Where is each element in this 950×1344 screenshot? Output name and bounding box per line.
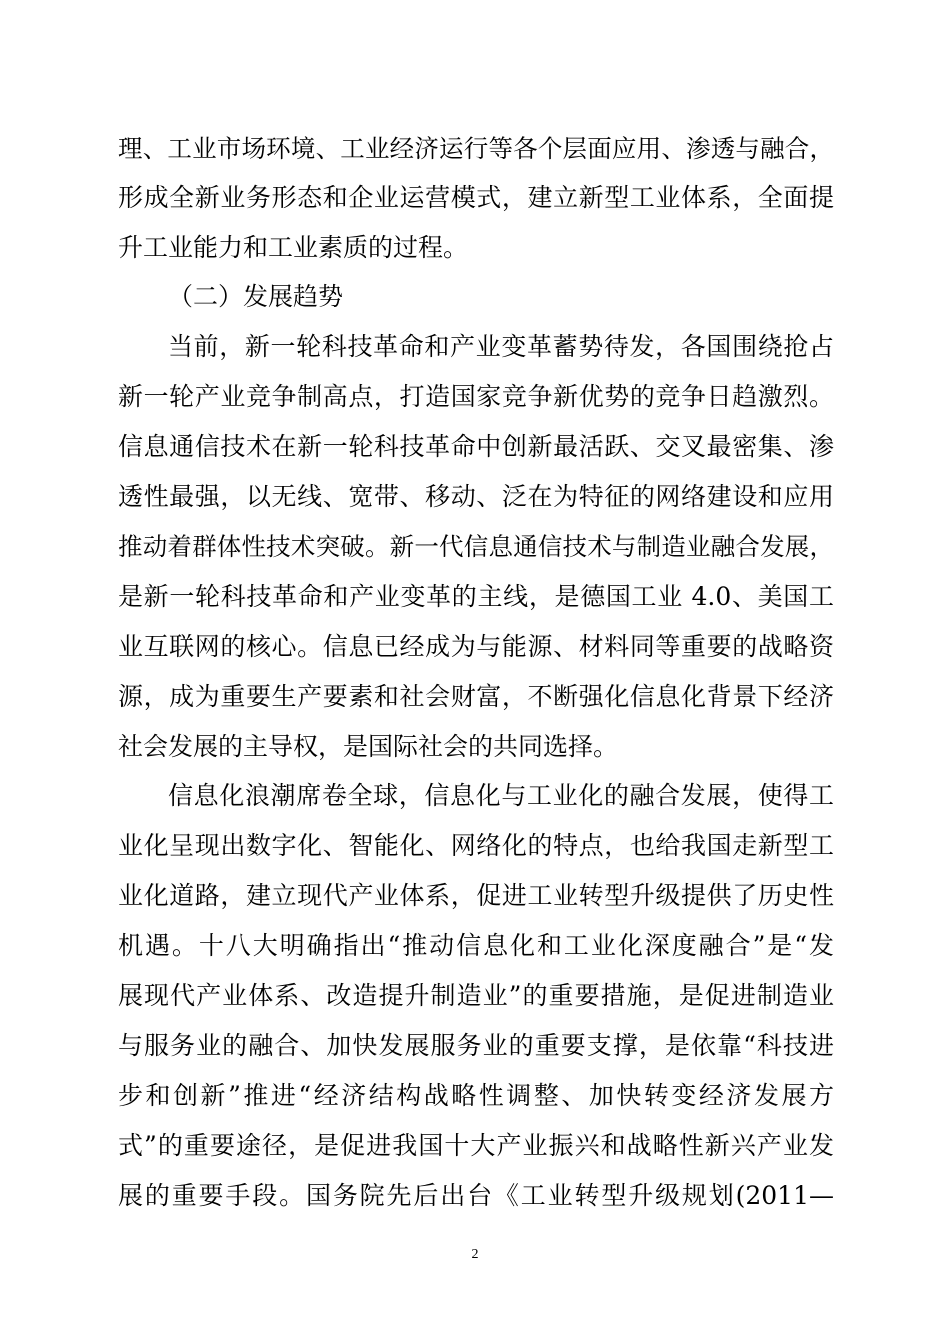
paragraph-line: 步和创新”推进“经济结构战略性调整、加快转变经济发展方	[118, 1081, 834, 1110]
paragraph-line: 展现代产业体系、改造提升制造业”的重要措施，是促进制造业	[118, 981, 834, 1010]
paragraph-line: 式”的重要途径，是促进我国十大产业振兴和战略性新兴产业发	[118, 1131, 834, 1160]
paragraph-line: 升工业能力和工业素质的过程。	[118, 233, 469, 262]
paragraph-line: 机遇。十八大明确指出“推动信息化和工业化深度融合”是“发	[118, 931, 834, 960]
paragraph-line: 推动着群体性技术突破。新一代信息通信技术与制造业融合发展，	[118, 532, 834, 561]
paragraph-line: 业化呈现出数字化、智能化、网络化的特点，也给我国走新型工	[118, 831, 834, 860]
page-number: 2	[471, 1247, 479, 1262]
paragraph-line: 新一轮产业竞争制高点，打造国家竞争新优势的竞争日趋激烈。	[118, 382, 834, 411]
paragraph-line: 信息通信技术在新一轮科技革命中创新最活跃、交叉最密集、渗	[118, 432, 834, 461]
paragraph-line: 理、工业市场环境、工业经济运行等各个层面应用、渗透与融合，	[118, 134, 834, 163]
paragraph-line: 与服务业的融合、加快发展服务业的重要支撑，是依靠“科技进	[118, 1031, 834, 1060]
paragraph-line: 社会发展的主导权，是国际社会的共同选择。	[118, 732, 619, 761]
paragraph-line: 形成全新业务形态和企业运营模式，建立新型工业体系，全面提	[118, 183, 834, 212]
paragraph-line: 信息化浪潮席卷全球，信息化与工业化的融合发展，使得工	[168, 781, 834, 810]
paragraph-line: 源，成为重要生产要素和社会财富，不断强化信息化背景下经济	[118, 682, 834, 711]
paragraph-line: 透性最强，以无线、宽带、移动、泛在为特征的网络建设和应用	[118, 482, 834, 511]
paragraph-line: 是新一轮科技革命和产业变革的主线，是德国工业 4.0、美国工	[118, 582, 834, 611]
section-heading: （二）发展趋势	[168, 282, 344, 311]
paragraph-line: 业化道路，建立现代产业体系，促进工业转型升级提供了历史性	[118, 881, 834, 910]
paragraph-line: 当前，新一轮科技革命和产业变革蓄势待发，各国围绕抢占	[168, 332, 834, 361]
paragraph-line: 展的重要手段。国务院先后出台《工业转型升级规划(2011—	[118, 1181, 834, 1210]
paragraph-line: 业互联网的核心。信息已经成为与能源、材料同等重要的战略资	[118, 632, 834, 661]
